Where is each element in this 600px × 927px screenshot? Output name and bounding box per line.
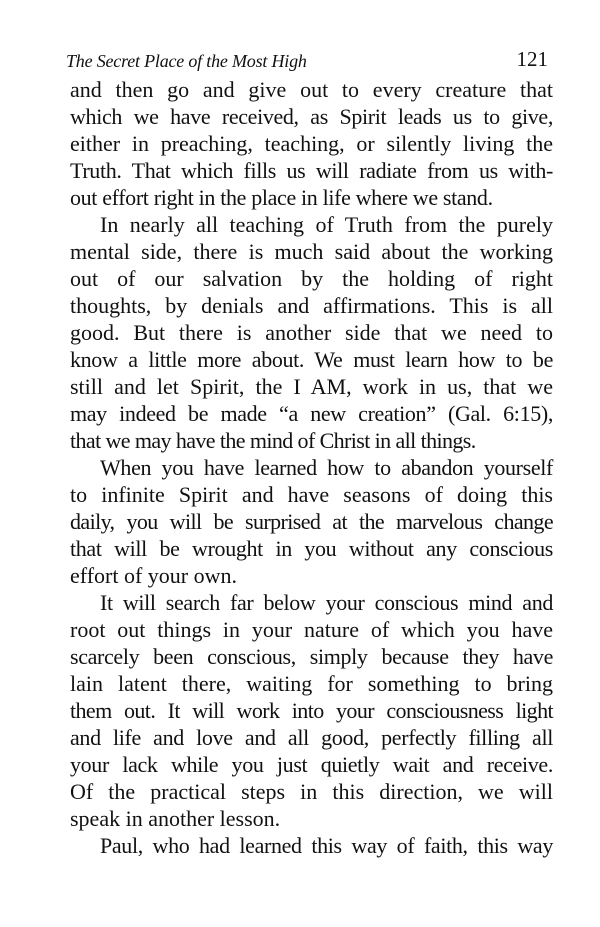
text-line: Truth. That which fills us will radiate from us with- [70, 158, 553, 183]
text-line: daily, you will be surprised at the marvelous change [70, 509, 553, 534]
text-line: Paul, who had learned this way of faith, this way [100, 833, 553, 858]
running-title: The Secret Place of the Most High [66, 51, 307, 71]
text-line: effort of your own. [70, 563, 237, 588]
text-line: to infinite Spirit and have seasons of doing this [70, 482, 553, 507]
text-line: which we have received, as Spirit leads us to give, [70, 104, 553, 129]
text-line: know a little more about. We must learn how to be [70, 347, 553, 372]
text-line: lain latent there, waiting for something to bring [70, 671, 553, 696]
text-line: them out. It will work into your consciousness light [70, 698, 553, 723]
text-line: and then go and give out to every creature that [70, 77, 553, 102]
text-line: root out things in your nature of which you have [70, 617, 553, 642]
running-head [66, 47, 548, 77]
text-line: thoughts, by denials and affirmations. This is all [70, 293, 553, 318]
text-line: still and let Spirit, the I AM, work in us, that we [70, 374, 553, 399]
text-line: that we may have the mind of Christ in all things. [70, 428, 476, 453]
page-number: 121 [516, 47, 548, 71]
text-line: either in preaching, teaching, or silently living the [70, 131, 553, 156]
text-line: may indeed be made “a new creation” (Gal. 6:15), [70, 401, 553, 426]
text-line: out effort right in the place in life where we stand. [70, 185, 493, 210]
text-line: out of our salvation by the holding of right [70, 266, 553, 291]
text-line: mental side, there is much said about the working [70, 239, 553, 264]
text-line: and life and love and all good, perfectly filling all [70, 725, 553, 750]
text-line: scarcely been conscious, simply because they have [70, 644, 553, 669]
text-line: In nearly all teaching of Truth from the purely [100, 212, 553, 237]
text-line: When you have learned how to abandon yourself [100, 455, 553, 480]
text-line: speak in another lesson. [70, 806, 281, 831]
text-line: that will be wrought in you without any conscious [70, 536, 553, 561]
body-text [70, 76, 553, 859]
text-line: good. But there is another side that we need to [70, 320, 553, 345]
text-line: It will search far below your conscious mind and [100, 590, 553, 615]
text-line: Of the practical steps in this direction, we will [70, 779, 553, 804]
text-line: your lack while you just quietly wait and receive. [70, 752, 553, 777]
